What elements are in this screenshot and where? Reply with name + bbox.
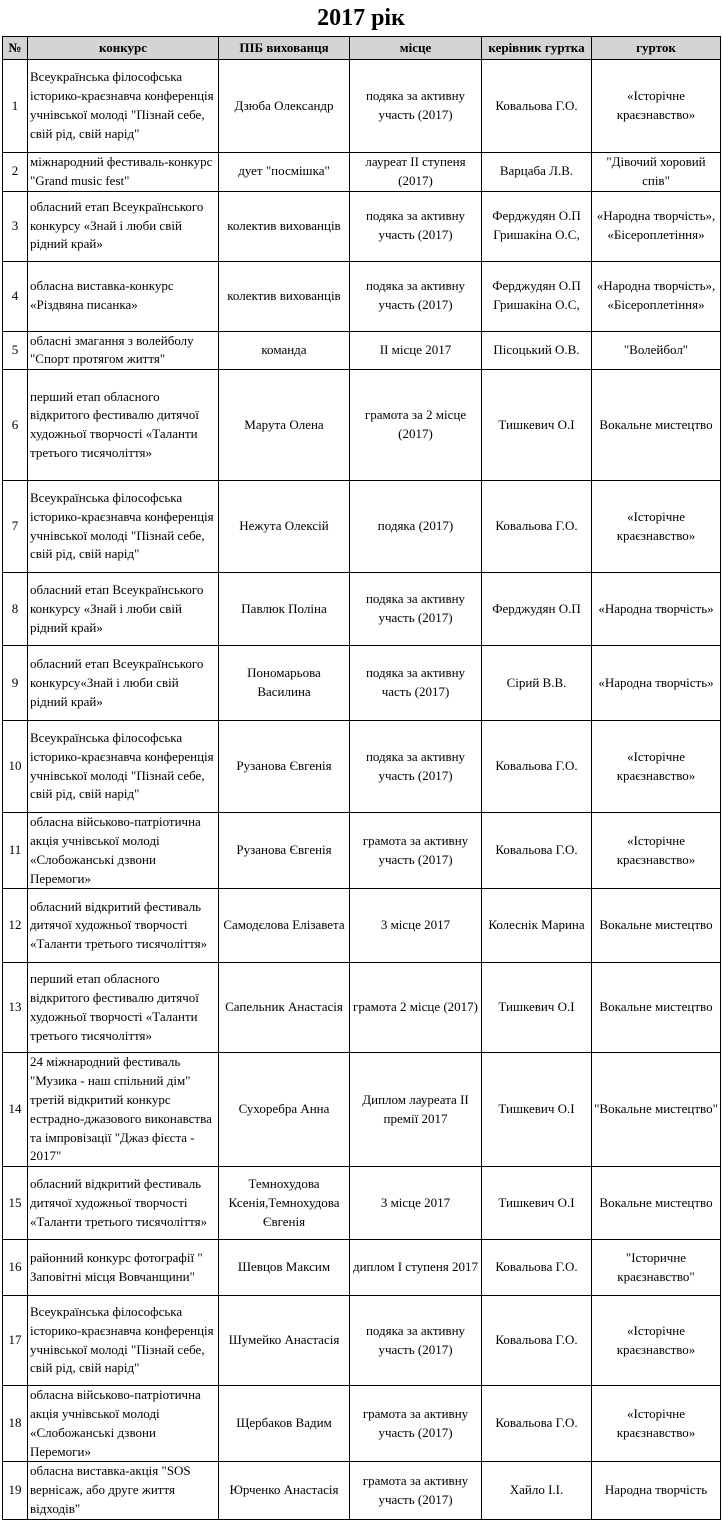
leader-cell: Ковальова Г.О.: [482, 1240, 592, 1296]
student-name-cell: Темнохудова Ксенія,Темнохудова Євгенія: [219, 1167, 350, 1240]
student-name-cell: команда: [219, 331, 350, 370]
leader-cell: Сірий В.В.: [482, 646, 592, 721]
place-cell: лауреат ІІ ступеня (2017): [350, 153, 482, 192]
place-cell: грамота за активну участь (2017): [350, 813, 482, 889]
place-cell: подяка за активну участь (2017): [350, 573, 482, 646]
student-name-cell: Павлюк Поліна: [219, 573, 350, 646]
row-number: 12: [3, 889, 28, 963]
place-cell: грамота 2 місце (2017): [350, 963, 482, 1053]
student-name-cell: Марута Олена: [219, 370, 350, 481]
table-row: [3, 191, 721, 261]
leader-cell: Ферджудян О.П: [482, 573, 592, 646]
student-name-cell: Сухоребра Анна: [219, 1053, 350, 1167]
place-cell: подяка за активну часть (2017): [350, 646, 482, 721]
contest-cell: 24 міжнародний фестиваль "Музика - наш спільний дім" третій відкритий конкурс естрадно-джазового виконавства та імпровізації "Джаз фієста - 2017": [28, 1053, 219, 1167]
place-cell: 3 місце 2017: [350, 889, 482, 963]
place-cell: подяка за активну участь (2017): [350, 261, 482, 331]
header-student-name: ПІБ вихованця: [219, 37, 350, 60]
row-number: 18: [3, 1386, 28, 1462]
student-name-cell: Рузанова Євгенія: [219, 721, 350, 813]
leader-cell: Пісоцький О.В.: [482, 331, 592, 370]
leader-cell: Ковальова Г.О.: [482, 813, 592, 889]
row-number: 8: [3, 573, 28, 646]
student-name-cell: Юрченко Анастасія: [219, 1462, 350, 1519]
club-cell: «Історічне краєзнавство»: [592, 1296, 721, 1386]
contest-cell: обласний відкритий фестиваль дитячої художньої творчості «Таланти третього тисячоліття»: [28, 1167, 219, 1240]
club-cell: Вокальне мистецтво: [592, 889, 721, 963]
contest-cell: обласна виставка-конкурс «Різдвяна писанка»: [28, 261, 219, 331]
place-cell: подяка (2017): [350, 481, 482, 573]
table-row: [3, 1053, 721, 1167]
row-number: 14: [3, 1053, 28, 1167]
contest-cell: обласна військово-патріотична акція учнівської молоді «Слобожанські дзвони Перемоги»: [28, 1386, 219, 1462]
contest-cell: Всеукраїнська філософська історико-краєзнавча конференція учнівської молоді "Пізнай себе, свій рід, свій нарід": [28, 60, 219, 153]
contest-cell: перший етап обласного відкритого фестивалю дитячої художньої творчості «Таланти третього тисячоліття»: [28, 370, 219, 481]
row-number: 13: [3, 963, 28, 1053]
club-cell: Вокальне мистецтво: [592, 370, 721, 481]
club-cell: «Народна творчість»: [592, 646, 721, 721]
row-number: 4: [3, 261, 28, 331]
table-row: [3, 721, 721, 813]
leader-cell: Тишкевич О.І: [482, 1167, 592, 1240]
row-number: 7: [3, 481, 28, 573]
student-name-cell: Пономарьова Василина: [219, 646, 350, 721]
contest-cell: обласний етап Всеукраїнського конкурсу«Знай і люби свій рідний край»: [28, 646, 219, 721]
table-body: [3, 60, 721, 1520]
student-name-cell: Сапельник Анастасія: [219, 963, 350, 1053]
club-cell: Вокальне мистецтво: [592, 1167, 721, 1240]
student-name-cell: Самодєлова Елізавета: [219, 889, 350, 963]
table-row: [3, 813, 721, 889]
contest-cell: районний конкурс фотографії " Заповітні місця Вовчанщини": [28, 1240, 219, 1296]
row-number: 16: [3, 1240, 28, 1296]
table-row: [3, 1167, 721, 1240]
header-club: гурток: [592, 37, 721, 60]
student-name-cell: колектив вихованців: [219, 261, 350, 331]
contest-cell: обласний етап Всеукраїнського конкурсу «Знай і люби свій рідний край»: [28, 191, 219, 261]
table-row: [3, 60, 721, 153]
club-cell: «Історічне краєзнавство»: [592, 1386, 721, 1462]
club-cell: "Історичне краєзнавство": [592, 1240, 721, 1296]
student-name-cell: Шевцов Максим: [219, 1240, 350, 1296]
club-cell: "Вокальне мистецтво": [592, 1053, 721, 1167]
results-table: [2, 36, 721, 1520]
table-row: [3, 889, 721, 963]
row-number: 2: [3, 153, 28, 192]
row-number: 10: [3, 721, 28, 813]
place-cell: подяка за активну участь (2017): [350, 1296, 482, 1386]
row-number: 9: [3, 646, 28, 721]
header-contest: конкурс: [28, 37, 219, 60]
leader-cell: Ковальова Г.О.: [482, 1386, 592, 1462]
row-number: 6: [3, 370, 28, 481]
row-number: 11: [3, 813, 28, 889]
leader-cell: Тишкевич О.І: [482, 370, 592, 481]
student-name-cell: Рузанова Євгенія: [219, 813, 350, 889]
club-cell: "Дівочий хоровий спів": [592, 153, 721, 192]
table-row: [3, 1240, 721, 1296]
place-cell: подяка за активну участь (2017): [350, 191, 482, 261]
leader-cell: Ковальова Г.О.: [482, 481, 592, 573]
contest-cell: міжнародний фестиваль-конкурс "Grand music fest": [28, 153, 219, 192]
table-row: [3, 646, 721, 721]
table-row: [3, 153, 721, 192]
leader-cell: Ковальова Г.О.: [482, 721, 592, 813]
row-number: 19: [3, 1462, 28, 1519]
table-row: [3, 481, 721, 573]
student-name-cell: Щербаков Вадим: [219, 1386, 350, 1462]
student-name-cell: Дзюба Олександр: [219, 60, 350, 153]
row-number: 17: [3, 1296, 28, 1386]
student-name-cell: дует "посмішка": [219, 153, 350, 192]
contest-cell: Всеукраїнська філософська історико-краєзнавча конференція учнівської молоді "Пізнай себе, свій рід, свій нарід": [28, 1296, 219, 1386]
place-cell: грамота за активну участь (2017): [350, 1386, 482, 1462]
club-cell: «Народна творчість», «Бісероплетіння»: [592, 261, 721, 331]
leader-cell: Варцаба Л.В.: [482, 153, 592, 192]
place-cell: грамота за 2 місце (2017): [350, 370, 482, 481]
leader-cell: Хайло І.І.: [482, 1462, 592, 1519]
leader-cell: Тишкевич О.І: [482, 1053, 592, 1167]
club-cell: "Волейбол": [592, 331, 721, 370]
table-row: [3, 331, 721, 370]
contest-cell: обласний етап Всеукраїнського конкурсу «Знай і люби свій рідний край»: [28, 573, 219, 646]
row-number: 3: [3, 191, 28, 261]
student-name-cell: Шумейко Анастасія: [219, 1296, 350, 1386]
row-number: 1: [3, 60, 28, 153]
header-place: місце: [350, 37, 482, 60]
club-cell: «Історічне краєзнавство»: [592, 60, 721, 153]
club-cell: «Народна творчість»: [592, 573, 721, 646]
page-title: 2017 рік: [317, 5, 405, 31]
contest-cell: обласна військово-патріотична акція учнівської молоді «Слобожанські дзвони Перемоги»: [28, 813, 219, 889]
table-row: [3, 963, 721, 1053]
row-number: 15: [3, 1167, 28, 1240]
place-cell: подяка за активну участь (2017): [350, 721, 482, 813]
club-cell: «Історічне краєзнавство»: [592, 813, 721, 889]
row-number: 5: [3, 331, 28, 370]
contest-cell: обласна виставка-акція "SOS вернісаж, або друге життя відходів": [28, 1462, 219, 1519]
place-cell: диплом І ступеня 2017: [350, 1240, 482, 1296]
club-cell: «Народна творчість», «Бісероплетіння»: [592, 191, 721, 261]
leader-cell: Ковальова Г.О.: [482, 60, 592, 153]
club-cell: Вокальне мистецтво: [592, 963, 721, 1053]
place-cell: грамота за активну участь (2017): [350, 1462, 482, 1519]
contest-cell: перший етап обласного відкритого фестивалю дитячої художньої творчості «Таланти третього тисячоліття»: [28, 963, 219, 1053]
table-row: [3, 573, 721, 646]
student-name-cell: Нежута Олексій: [219, 481, 350, 573]
leader-cell: Ферджудян О.П Гришакіна О.С,: [482, 261, 592, 331]
student-name-cell: колектив вихованців: [219, 191, 350, 261]
table-row: [3, 370, 721, 481]
contest-cell: Всеукраїнська філософська історико-краєзнавча конференція учнівської молоді "Пізнай себе, свій рід, свій нарід": [28, 721, 219, 813]
place-cell: Диплом лауреата ІІ премії 2017: [350, 1053, 482, 1167]
header-leader: керівник гуртка: [482, 37, 592, 60]
place-cell: ІІ місце 2017: [350, 331, 482, 370]
club-cell: «Історічне краєзнавство»: [592, 721, 721, 813]
place-cell: 3 місце 2017: [350, 1167, 482, 1240]
leader-cell: Ковальова Г.О.: [482, 1296, 592, 1386]
header-number: №: [3, 37, 28, 60]
contest-cell: обласний відкритий фестиваль дитячої художньої творчості «Таланти третього тисячоліття»: [28, 889, 219, 963]
table-row: [3, 261, 721, 331]
table-row: [3, 1462, 721, 1519]
table-row: [3, 1386, 721, 1462]
club-cell: «Історічне краєзнавство»: [592, 481, 721, 573]
leader-cell: Ферджудян О.П Гришакіна О.С,: [482, 191, 592, 261]
leader-cell: Колеснік Марина: [482, 889, 592, 963]
contest-cell: Всеукраїнська філософська історико-краєзнавча конференція учнівської молоді "Пізнай себе, свій рід, свій нарід": [28, 481, 219, 573]
contest-cell: обласні змагання з волейболу "Спорт протягом життя": [28, 331, 219, 370]
club-cell: Народна творчість: [592, 1462, 721, 1519]
table-row: [3, 1296, 721, 1386]
leader-cell: Тишкевич О.І: [482, 963, 592, 1053]
place-cell: подяка за активну участь (2017): [350, 60, 482, 153]
table-header-row: [3, 37, 721, 60]
